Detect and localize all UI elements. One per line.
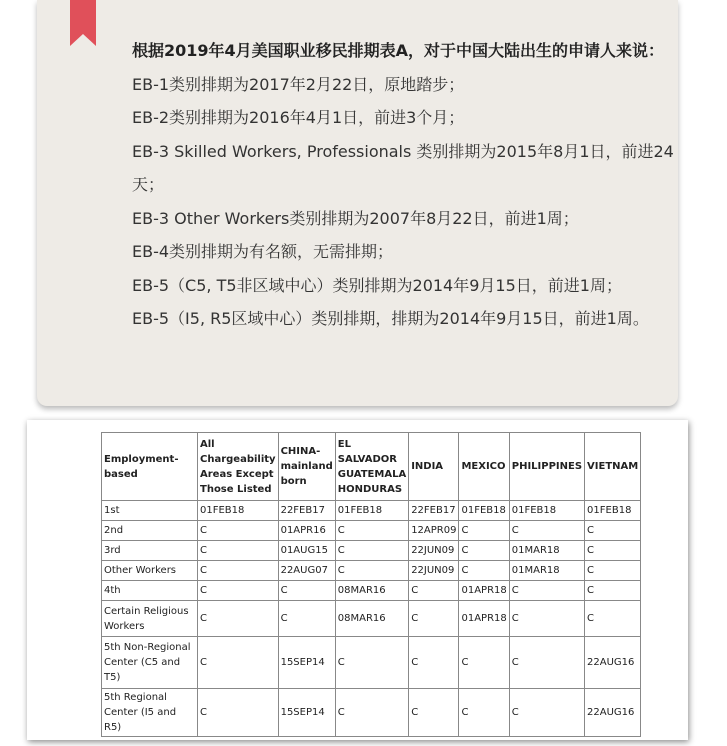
table-cell: C [509,521,584,541]
table-cell: C [278,581,335,601]
table-cell: C [335,561,408,581]
table-row [102,601,641,637]
table-cell: C [198,637,279,689]
table-cell: C [459,521,509,541]
table-cell: 01AUG15 [278,541,335,561]
table-cell: 22JUN09 [409,541,459,561]
table-cell: C [459,637,509,689]
visa-bulletin-table [101,432,641,737]
column-header: CHINA-mainland born [278,433,335,501]
article-line-eb3-skilled: EB-3 Skilled Workers, Professionals 类别排期为2015年8月1日，前进24天； [132,141,674,194]
table-row [102,521,641,541]
table-cell: 08MAR16 [335,601,408,637]
table-row [102,501,641,521]
table-cell: C [585,561,641,581]
table-cell: 01APR18 [459,581,509,601]
table-cell: 01APR16 [278,521,335,541]
table-cell: 2nd [102,521,198,541]
table-cell: C [198,541,279,561]
table-row [102,581,641,601]
table-cell: C [585,541,641,561]
table-cell: 01APR18 [459,601,509,637]
table-row [102,541,641,561]
article-line-eb4: EB-4类别排期为有名额，无需排期； [132,242,394,261]
article-line-eb2: EB-2类别排期为2016年4月1日，前进3个月； [132,108,465,127]
bookmark-ribbon-icon [70,0,96,46]
table-cell: 08MAR16 [335,581,408,601]
table-cell: 01FEB18 [335,501,408,521]
table-cell: 01FEB18 [585,501,641,521]
table-cell: 01MAR18 [509,561,584,581]
column-header: Employment-based [102,433,198,501]
table-cell: C [585,601,641,637]
column-header: INDIA [409,433,459,501]
table-cell: 01MAR18 [509,541,584,561]
table-cell: C [335,689,408,737]
article-line-eb3-other: EB-3 Other Workers类别排期为2007年8月22日，前进1周； [132,208,579,228]
article-line-eb5-regional: EB-5（I5, R5区域中心）类别排期，排期为2014年9月15日，前进1周。 [132,309,649,328]
table-cell: Other Workers [102,561,198,581]
table-cell: C [585,581,641,601]
table-row [102,689,641,737]
visa-bulletin-image [27,420,688,740]
table-cell: C [409,637,459,689]
table-cell: 12APR09 [409,521,459,541]
table-header-row [102,433,641,501]
table-cell: 22AUG16 [585,689,641,737]
table-cell: C [509,689,584,737]
table-cell: C [198,581,279,601]
table-cell: C [459,561,509,581]
table-cell: 22FEB17 [278,501,335,521]
table-cell: 01FEB18 [459,501,509,521]
table-cell: C [198,601,279,637]
table-cell: 22FEB17 [409,501,459,521]
table-cell: 22AUG07 [278,561,335,581]
table-cell: C [509,637,584,689]
table-cell: C [409,689,459,737]
table-cell: C [198,689,279,737]
table-cell: 4th [102,581,198,601]
column-header: EL SALVADOR GUATEMALA HONDURAS [335,433,408,501]
table-cell: 1st [102,501,198,521]
table-cell: C [509,601,584,637]
table-cell: C [335,637,408,689]
table-cell: 5th Non-Regional Center (C5 and T5) [102,637,198,689]
table-cell: 22AUG16 [585,637,641,689]
table-cell: C [459,689,509,737]
column-header: All Chargeability Areas Except Those Listed [198,433,279,501]
column-header: PHILIPPINES [509,433,584,501]
table-row [102,637,641,689]
table-cell: C [278,601,335,637]
table-cell: Certain Religious Workers [102,601,198,637]
table-cell: C [198,561,279,581]
article-text [132,34,677,336]
column-header: MEXICO [459,433,509,501]
table-cell: C [585,521,641,541]
table-cell: 15SEP14 [278,689,335,737]
table-cell: 22JUN09 [409,561,459,581]
table-cell: 5th Regional Center (I5 and R5) [102,689,198,737]
table-cell: C [509,581,584,601]
table-cell: C [459,541,509,561]
table-cell: 01FEB18 [198,501,279,521]
table-cell: 15SEP14 [278,637,335,689]
table-cell: C [198,521,279,541]
table-cell: C [409,581,459,601]
table-cell: 01FEB18 [509,501,584,521]
table-row [102,561,641,581]
table-cell: C [335,521,408,541]
article-heading: 根据2019年4月美国职业移民排期表A，对于中国大陆出生的申请人来说： [132,41,665,60]
article-line-eb5-nonregional: EB-5（C5, T5非区域中心）类别排期为2014年9月15日，前进1周； [132,275,622,295]
table-cell: 3rd [102,541,198,561]
table-cell: C [409,601,459,637]
column-header: VIETNAM [585,433,641,501]
table-cell: C [335,541,408,561]
article-line-eb1: EB-1类别排期为2017年2月22日，原地踏步； [132,74,465,94]
